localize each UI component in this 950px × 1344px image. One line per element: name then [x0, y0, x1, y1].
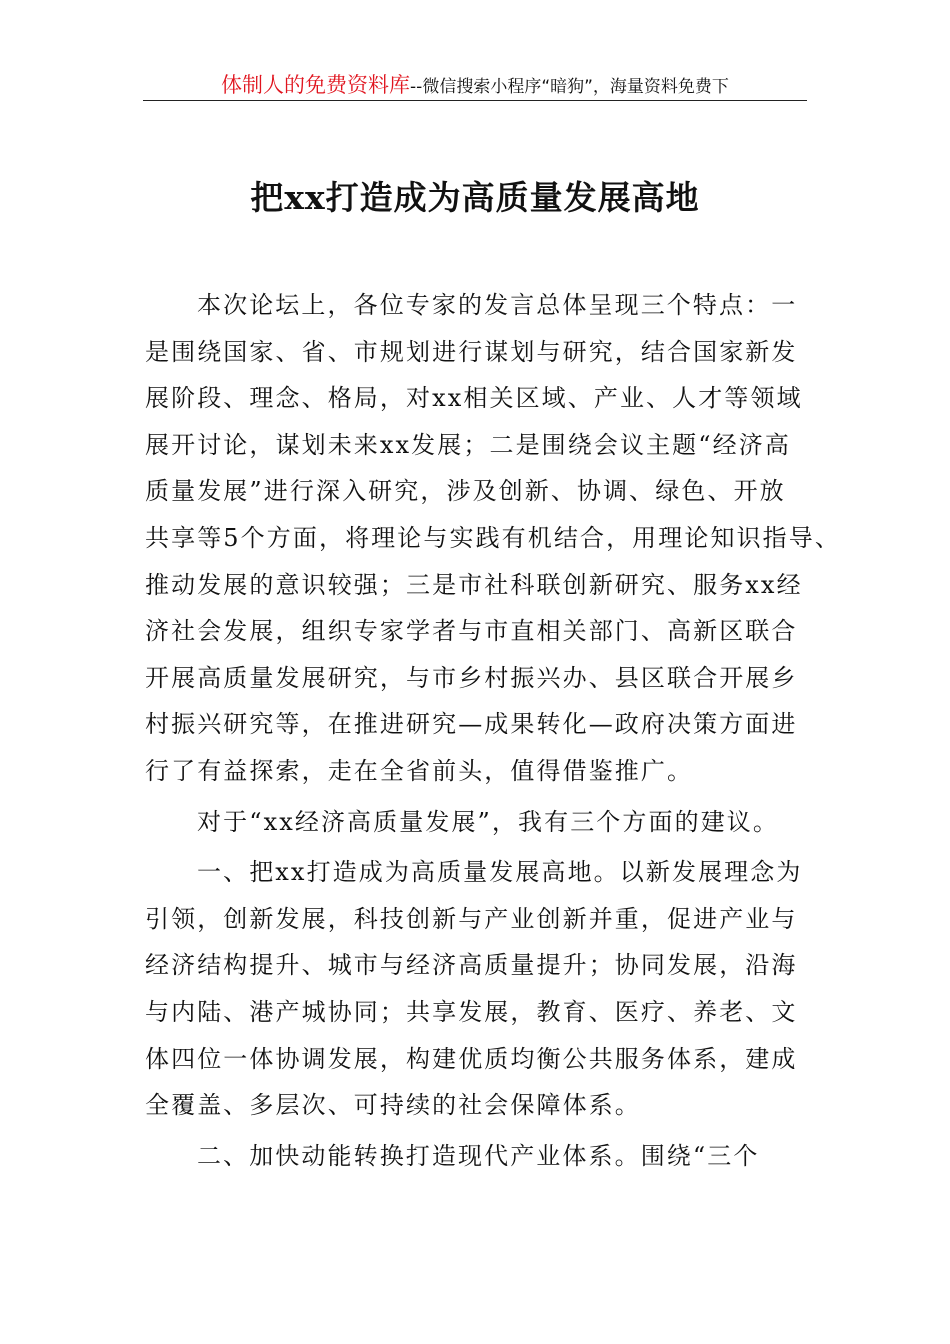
page-header: [143, 70, 807, 101]
text-line: 与内陆、港产城协同；共享发展，教育、医疗、养老、文: [145, 997, 798, 1026]
text-line: 推动发展的意识较强；三是市社科联创新研究、服务xx经: [145, 570, 803, 599]
text-line: 引领，创新发展，科技创新与产业创新并重，促进产业与: [145, 904, 798, 933]
document-title: 把xx打造成为高质量发展高地: [250, 178, 700, 217]
text-line: 济社会发展，组织专家学者与市直相关部门、高新区联合: [145, 617, 798, 646]
text-line: 质量发展”进行深入研究，涉及创新、协调、绿色、开放: [145, 477, 786, 506]
text-line: 行了有益探索，走在全省前头，值得借鉴推广。: [145, 756, 694, 785]
text-line: 共享等5个方面，将理论与实践有机结合，用理论知识指导、: [145, 523, 841, 552]
text-line: 是围绕国家、省、市规划进行谋划与研究，结合国家新发: [145, 337, 798, 366]
document-body: [145, 282, 841, 1179]
text-line: 本次论坛上，各位专家的发言总体呈现三个特点：一: [197, 291, 798, 319]
text-line: 一、把xx打造成为高质量发展高地。以新发展理念为: [197, 858, 803, 887]
text-line: 全覆盖、多层次、可持续的社会保障体系。: [145, 1091, 641, 1120]
text-line: 村振兴研究等，在推进研究—成果转化—政府决策方面进: [145, 710, 798, 739]
paragraph: [145, 1133, 805, 1180]
paragraph: [145, 799, 805, 846]
text-line: 对于“xx经济高质量发展”，我有三个方面的建议。: [197, 807, 780, 836]
text-line: 体四位一体协调发展，构建优质均衡公共服务体系，建成: [145, 1044, 798, 1073]
header-brand: 体制人的免费资料库: [221, 73, 411, 97]
text-line: 二、加快动能转换打造现代产业体系。围绕“三个: [197, 1141, 760, 1170]
text-line: 经济结构提升、城市与经济高质量提升；协同发展，沿海: [145, 951, 798, 980]
paragraph: [145, 849, 805, 1129]
text-line: 展阶段、理念、格局，对xx相关区域、产业、人才等领域: [145, 384, 803, 413]
header-tagline: --微信搜索小程序“暗狗”，海量资料免费下: [410, 77, 729, 97]
paragraph: [145, 282, 841, 795]
text-line: 展开讨论，谋划未来xx发展；二是围绕会议主题“经济高: [145, 430, 791, 459]
text-line: 开展高质量发展研究，与市乡村振兴办、县区联合开展乡: [145, 663, 798, 692]
